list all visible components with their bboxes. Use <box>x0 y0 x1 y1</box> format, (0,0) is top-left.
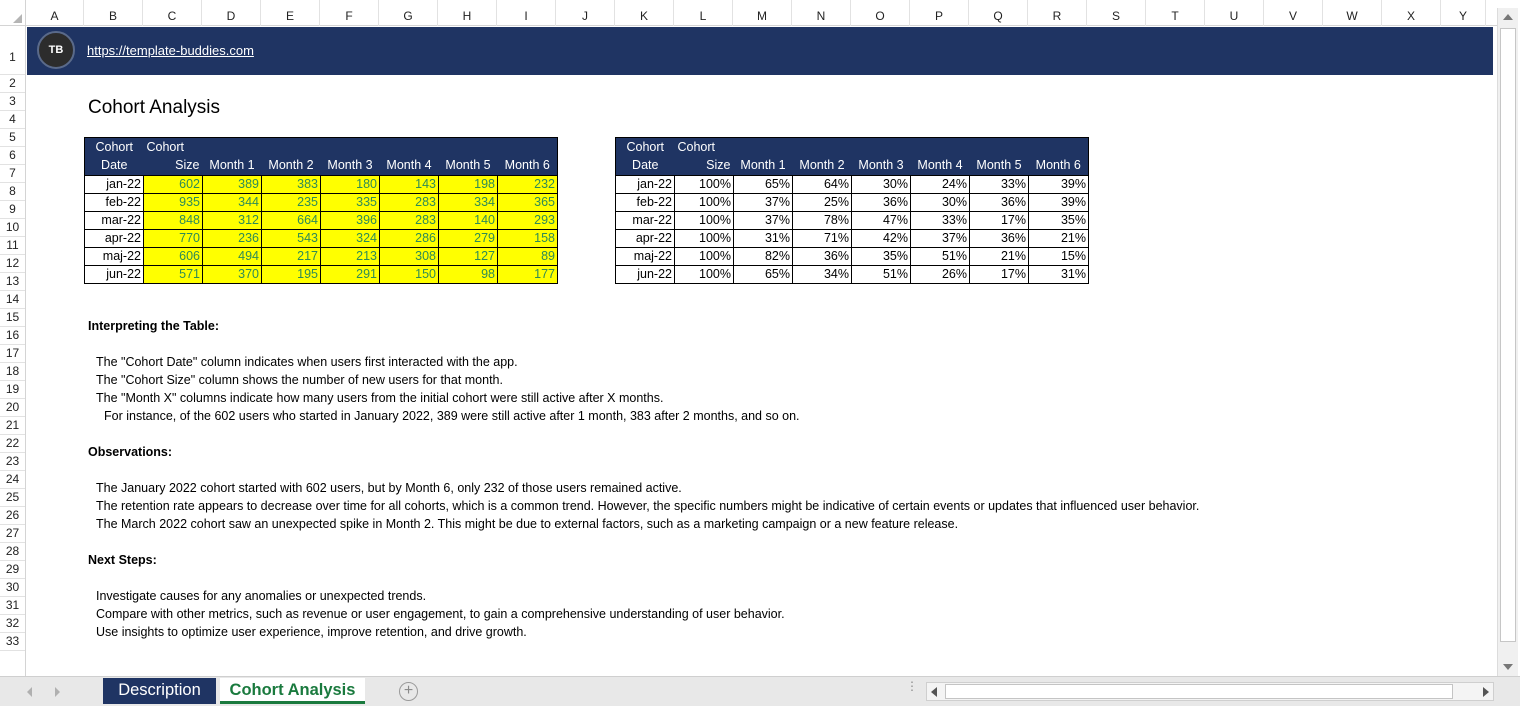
value-cell[interactable]: 334 <box>439 194 498 212</box>
row-header[interactable]: 22 <box>0 435 25 453</box>
row-header[interactable]: 13 <box>0 273 25 291</box>
next-step-line: Compare with other metrics, such as revenue or user engagement, to gain a comprehensive understanding of user behavior. <box>96 607 785 621</box>
cohort-date-cell[interactable]: apr-22 <box>616 230 675 248</box>
vertical-scrollbar[interactable] <box>1497 8 1518 676</box>
scroll-left-icon[interactable] <box>931 687 937 697</box>
row-header[interactable]: 6 <box>0 147 25 165</box>
table-header-cell[interactable] <box>675 138 734 176</box>
tab-description[interactable]: Description <box>103 678 216 704</box>
row-header[interactable]: 24 <box>0 471 25 489</box>
column-header[interactable]: T <box>1146 0 1205 26</box>
header-line: Month 3 <box>858 158 904 172</box>
table-row <box>616 176 1089 194</box>
row-header[interactable]: 32 <box>0 615 25 633</box>
next-sheet-icon[interactable] <box>55 687 60 697</box>
column-header[interactable]: F <box>320 0 379 26</box>
value-cell[interactable]: 39% <box>1029 194 1089 212</box>
column-header[interactable]: R <box>1028 0 1087 26</box>
column-header[interactable]: Q <box>969 0 1028 26</box>
row-header[interactable]: 25 <box>0 489 25 507</box>
cohort-date-cell[interactable]: maj-22 <box>85 248 144 266</box>
header-line: Size <box>175 158 200 172</box>
split-handle-icon[interactable]: ⋮ <box>906 679 918 693</box>
table-row <box>85 176 558 194</box>
value-cell[interactable]: 65% <box>734 266 793 284</box>
value-cell[interactable]: 33% <box>970 176 1029 194</box>
value-cell[interactable]: 143 <box>380 176 439 194</box>
value-cell[interactable]: 37% <box>734 194 793 212</box>
observation-line: The retention rate appears to decrease over time for all cohorts, which is a common trend. However, the specific numbers might be indicative of certain events or updates that influenced user behavior. <box>96 499 1200 513</box>
interpreting-example: For instance, of the 602 users who started in January 2022, 389 were still active after 1 month, 383 after 2 months, and so on. <box>104 409 800 423</box>
header-line: Cohort <box>626 140 665 154</box>
value-cell[interactable]: 17% <box>970 212 1029 230</box>
column-header[interactable]: S <box>1087 0 1146 26</box>
value-cell[interactable]: 494 <box>203 248 262 266</box>
cohort-date-cell[interactable]: mar-22 <box>85 212 144 230</box>
value-cell[interactable]: 383 <box>262 176 321 194</box>
observations-heading: Observations: <box>88 445 173 459</box>
column-header[interactable]: U <box>1205 0 1264 26</box>
column-header[interactable]: V <box>1264 0 1323 26</box>
page-title: Cohort Analysis <box>88 97 221 118</box>
value-cell[interactable]: 37% <box>911 230 970 248</box>
scroll-up-icon[interactable] <box>1503 14 1513 20</box>
vertical-scroll-thumb[interactable] <box>1500 28 1516 642</box>
value-cell[interactable]: 51% <box>911 248 970 266</box>
value-cell[interactable]: 100% <box>675 248 734 266</box>
value-cell[interactable]: 283 <box>380 194 439 212</box>
column-header[interactable]: Y <box>1441 0 1486 26</box>
value-cell[interactable]: 25% <box>793 194 852 212</box>
cohort-date-cell[interactable]: apr-22 <box>85 230 144 248</box>
cohort-retention-table <box>615 137 1089 284</box>
value-cell[interactable]: 98 <box>439 266 498 284</box>
row-header[interactable]: 10 <box>0 219 25 237</box>
value-cell[interactable]: 283 <box>380 212 439 230</box>
value-cell[interactable]: 35% <box>852 248 911 266</box>
header-line <box>383 138 436 156</box>
value-cell[interactable]: 21% <box>970 248 1029 266</box>
header-line: Month 1 <box>209 158 255 172</box>
value-cell[interactable]: 344 <box>203 194 262 212</box>
cohort-date-cell[interactable]: jan-22 <box>85 176 144 194</box>
value-cell[interactable]: 571 <box>144 266 203 284</box>
header-line: Month 6 <box>1035 158 1081 172</box>
row-header[interactable]: 18 <box>0 363 25 381</box>
interpreting-heading: Interpreting the Table: <box>88 319 220 333</box>
row-header[interactable]: 27 <box>0 525 25 543</box>
value-cell[interactable]: 64% <box>793 176 852 194</box>
table-header-cell[interactable] <box>380 138 439 176</box>
website-link[interactable]: https://template-buddies.com <box>87 43 254 58</box>
value-cell[interactable]: 213 <box>321 248 380 266</box>
value-cell[interactable]: 235 <box>262 194 321 212</box>
value-cell[interactable]: 232 <box>498 176 558 194</box>
table-header-cell[interactable] <box>793 138 852 176</box>
row-header[interactable]: 19 <box>0 381 25 399</box>
interpreting-line: The "Month X" columns indicate how many users from the initial cohort were still active after X months. <box>96 391 664 405</box>
row-header[interactable]: 8 <box>0 183 25 201</box>
column-header[interactable]: B <box>84 0 143 26</box>
header-line: Month 6 <box>504 158 550 172</box>
cohort-date-cell[interactable]: mar-22 <box>616 212 675 230</box>
header-line <box>206 138 259 156</box>
table-header-cell[interactable] <box>970 138 1029 176</box>
value-cell[interactable]: 150 <box>380 266 439 284</box>
row-header[interactable]: 28 <box>0 543 25 561</box>
row-header[interactable]: 14 <box>0 291 25 309</box>
row-header-bar <box>0 26 26 676</box>
column-header[interactable]: A <box>26 0 84 26</box>
value-cell[interactable]: 286 <box>380 230 439 248</box>
row-header[interactable]: 30 <box>0 579 25 597</box>
row-header[interactable]: 29 <box>0 561 25 579</box>
column-header[interactable]: C <box>143 0 202 26</box>
value-cell[interactable]: 198 <box>439 176 498 194</box>
table-row <box>616 248 1089 266</box>
value-cell[interactable]: 71% <box>793 230 852 248</box>
column-header[interactable]: O <box>851 0 910 26</box>
header-line: Cohort <box>95 140 134 154</box>
value-cell[interactable]: 100% <box>675 266 734 284</box>
header-line <box>855 138 908 156</box>
value-cell[interactable]: 324 <box>321 230 380 248</box>
value-cell[interactable]: 236 <box>203 230 262 248</box>
header-line <box>265 138 318 156</box>
row-header[interactable]: 33 <box>0 633 25 651</box>
logo-icon: TB <box>37 31 75 69</box>
value-cell[interactable]: 195 <box>262 266 321 284</box>
row-header[interactable]: 26 <box>0 507 25 525</box>
header-line: Month 2 <box>799 158 845 172</box>
table-header-cell[interactable] <box>852 138 911 176</box>
add-sheet-icon[interactable]: + <box>399 682 418 701</box>
row-header[interactable]: 7 <box>0 165 25 183</box>
value-cell[interactable]: 31% <box>734 230 793 248</box>
value-cell[interactable]: 770 <box>144 230 203 248</box>
value-cell[interactable]: 36% <box>970 230 1029 248</box>
column-header-bar <box>0 0 1497 26</box>
value-cell[interactable]: 21% <box>1029 230 1089 248</box>
next-step-line: Use insights to optimize user experience, improve retention, and drive growth. <box>96 625 527 639</box>
table-header-cell[interactable] <box>203 138 262 176</box>
cohort-date-cell[interactable]: feb-22 <box>85 194 144 212</box>
value-cell[interactable]: 602 <box>144 176 203 194</box>
row-header[interactable]: 23 <box>0 453 25 471</box>
row-header[interactable]: 21 <box>0 417 25 435</box>
value-cell[interactable]: 36% <box>793 248 852 266</box>
header-line <box>914 138 967 156</box>
value-cell[interactable]: 279 <box>439 230 498 248</box>
observation-line: The January 2022 cohort started with 602 users, but by Month 6, only 232 of those users remained active. <box>96 481 682 495</box>
next-steps-heading: Next Steps: <box>88 553 157 567</box>
value-cell[interactable]: 100% <box>675 176 734 194</box>
value-cell[interactable]: 36% <box>970 194 1029 212</box>
row-header[interactable]: 9 <box>0 201 25 219</box>
row-header[interactable]: 31 <box>0 597 25 615</box>
column-header[interactable]: N <box>792 0 851 26</box>
cohort-date-cell[interactable]: feb-22 <box>616 194 675 212</box>
header-line: Month 4 <box>386 158 432 172</box>
prev-sheet-icon[interactable] <box>27 687 32 697</box>
table-row <box>85 212 558 230</box>
table-row <box>85 194 558 212</box>
table-header-cell[interactable] <box>1029 138 1089 176</box>
value-cell[interactable]: 389 <box>203 176 262 194</box>
column-header[interactable]: X <box>1382 0 1441 26</box>
value-cell[interactable]: 33% <box>911 212 970 230</box>
cohort-date-cell[interactable]: jan-22 <box>616 176 675 194</box>
value-cell[interactable]: 217 <box>262 248 321 266</box>
column-header[interactable]: K <box>615 0 674 26</box>
table-header-cell[interactable] <box>911 138 970 176</box>
value-cell[interactable]: 89 <box>498 248 558 266</box>
value-cell[interactable]: 100% <box>675 194 734 212</box>
value-cell[interactable]: 15% <box>1029 248 1089 266</box>
table-header-cell[interactable] <box>616 138 675 176</box>
header-line <box>796 138 849 156</box>
interpreting-line: The "Cohort Size" column shows the number of new users for that month. <box>96 373 503 387</box>
row-header[interactable]: 5 <box>0 129 25 147</box>
cohort-counts-table <box>84 137 558 284</box>
value-cell[interactable]: 177 <box>498 266 558 284</box>
header-line: Month 3 <box>327 158 373 172</box>
value-cell[interactable]: 335 <box>321 194 380 212</box>
cohort-date-cell[interactable]: jun-22 <box>616 266 675 284</box>
column-header[interactable]: P <box>910 0 969 26</box>
value-cell[interactable]: 30% <box>911 194 970 212</box>
table-header-cell[interactable] <box>85 138 144 176</box>
next-step-line: Investigate causes for any anomalies or unexpected trends. <box>96 589 427 603</box>
value-cell[interactable]: 848 <box>144 212 203 230</box>
header-line: Cohort <box>146 140 185 154</box>
value-cell[interactable]: 312 <box>203 212 262 230</box>
row-header[interactable]: 11 <box>0 237 25 255</box>
value-cell[interactable]: 39% <box>1029 176 1089 194</box>
row-header[interactable]: 20 <box>0 399 25 417</box>
row-header[interactable]: 3 <box>0 93 25 111</box>
row-header[interactable]: 17 <box>0 345 25 363</box>
cohort-date-cell[interactable]: maj-22 <box>616 248 675 266</box>
row-header[interactable]: 16 <box>0 327 25 345</box>
header-line <box>973 138 1026 156</box>
row-header[interactable]: 1 <box>0 26 25 75</box>
header-line: Month 5 <box>445 158 491 172</box>
value-cell[interactable]: 31% <box>1029 266 1089 284</box>
header-line <box>737 138 790 156</box>
value-cell[interactable]: 100% <box>675 230 734 248</box>
value-cell[interactable]: 127 <box>439 248 498 266</box>
row-header[interactable]: 12 <box>0 255 25 273</box>
column-header[interactable]: L <box>674 0 733 26</box>
select-all-corner[interactable] <box>0 0 26 26</box>
value-cell[interactable]: 78% <box>793 212 852 230</box>
horizontal-scroll-thumb[interactable] <box>945 684 1453 699</box>
header-line <box>324 138 377 156</box>
table-header-cell[interactable] <box>144 138 203 176</box>
value-cell[interactable]: 65% <box>734 176 793 194</box>
header-line: Size <box>706 158 731 172</box>
value-cell[interactable]: 140 <box>439 212 498 230</box>
value-cell[interactable]: 606 <box>144 248 203 266</box>
value-cell[interactable]: 293 <box>498 212 558 230</box>
value-cell[interactable]: 34% <box>793 266 852 284</box>
table-row <box>616 266 1089 284</box>
table-row <box>616 194 1089 212</box>
header-line: Date <box>632 158 659 172</box>
column-header[interactable]: I <box>497 0 556 26</box>
value-cell[interactable]: 47% <box>852 212 911 230</box>
value-cell[interactable]: 664 <box>262 212 321 230</box>
value-cell[interactable]: 291 <box>321 266 380 284</box>
value-cell[interactable]: 51% <box>852 266 911 284</box>
value-cell[interactable]: 365 <box>498 194 558 212</box>
table-row <box>85 230 558 248</box>
table-header-cell[interactable] <box>262 138 321 176</box>
column-header[interactable]: D <box>202 0 261 26</box>
value-cell[interactable]: 42% <box>852 230 911 248</box>
value-cell[interactable]: 308 <box>380 248 439 266</box>
table-header-cell[interactable] <box>439 138 498 176</box>
value-cell[interactable]: 82% <box>734 248 793 266</box>
table-header-cell[interactable] <box>498 138 558 176</box>
header-line: Date <box>101 158 128 172</box>
column-header[interactable]: H <box>438 0 497 26</box>
scroll-down-icon[interactable] <box>1503 664 1513 670</box>
value-cell[interactable]: 36% <box>852 194 911 212</box>
header-line: Month 4 <box>917 158 963 172</box>
value-cell[interactable]: 30% <box>852 176 911 194</box>
value-cell[interactable]: 370 <box>203 266 262 284</box>
column-header[interactable]: M <box>733 0 792 26</box>
table-row <box>616 212 1089 230</box>
value-cell[interactable]: 180 <box>321 176 380 194</box>
column-header[interactable]: W <box>1323 0 1382 26</box>
value-cell[interactable]: 24% <box>911 176 970 194</box>
header-line <box>501 138 555 156</box>
column-header[interactable]: G <box>379 0 438 26</box>
sheet-tab-bar <box>0 676 1520 706</box>
scroll-right-icon[interactable] <box>1483 687 1489 697</box>
value-cell[interactable]: 396 <box>321 212 380 230</box>
cohort-date-cell[interactable]: jun-22 <box>85 266 144 284</box>
header-banner <box>27 27 1493 75</box>
value-cell[interactable]: 158 <box>498 230 558 248</box>
header-line: Month 5 <box>976 158 1022 172</box>
value-cell[interactable]: 100% <box>675 212 734 230</box>
table-row <box>616 230 1089 248</box>
header-line <box>1032 138 1086 156</box>
observation-line: The March 2022 cohort saw an unexpected spike in Month 2. This might be due to external factors, such as a marketing campaign or a new feature release. <box>96 517 959 531</box>
row-header[interactable]: 2 <box>0 75 25 93</box>
column-header[interactable]: E <box>261 0 320 26</box>
value-cell[interactable]: 543 <box>262 230 321 248</box>
row-header[interactable]: 15 <box>0 309 25 327</box>
value-cell[interactable]: 37% <box>734 212 793 230</box>
horizontal-scrollbar[interactable] <box>926 682 1494 701</box>
value-cell[interactable]: 17% <box>970 266 1029 284</box>
header-line: Month 2 <box>268 158 314 172</box>
header-line <box>442 138 495 156</box>
header-line: Cohort <box>677 140 716 154</box>
value-cell[interactable]: 26% <box>911 266 970 284</box>
table-header-cell[interactable] <box>734 138 793 176</box>
value-cell[interactable]: 935 <box>144 194 203 212</box>
column-header[interactable]: J <box>556 0 615 26</box>
header-line: Month 1 <box>740 158 786 172</box>
row-header[interactable]: 4 <box>0 111 25 129</box>
interpreting-line: The "Cohort Date" column indicates when users first interacted with the app. <box>96 355 518 369</box>
tab-cohort-analysis[interactable]: Cohort Analysis <box>220 678 365 704</box>
value-cell[interactable]: 35% <box>1029 212 1089 230</box>
table-row <box>85 266 558 284</box>
table-row <box>85 248 558 266</box>
table-header-cell[interactable] <box>321 138 380 176</box>
